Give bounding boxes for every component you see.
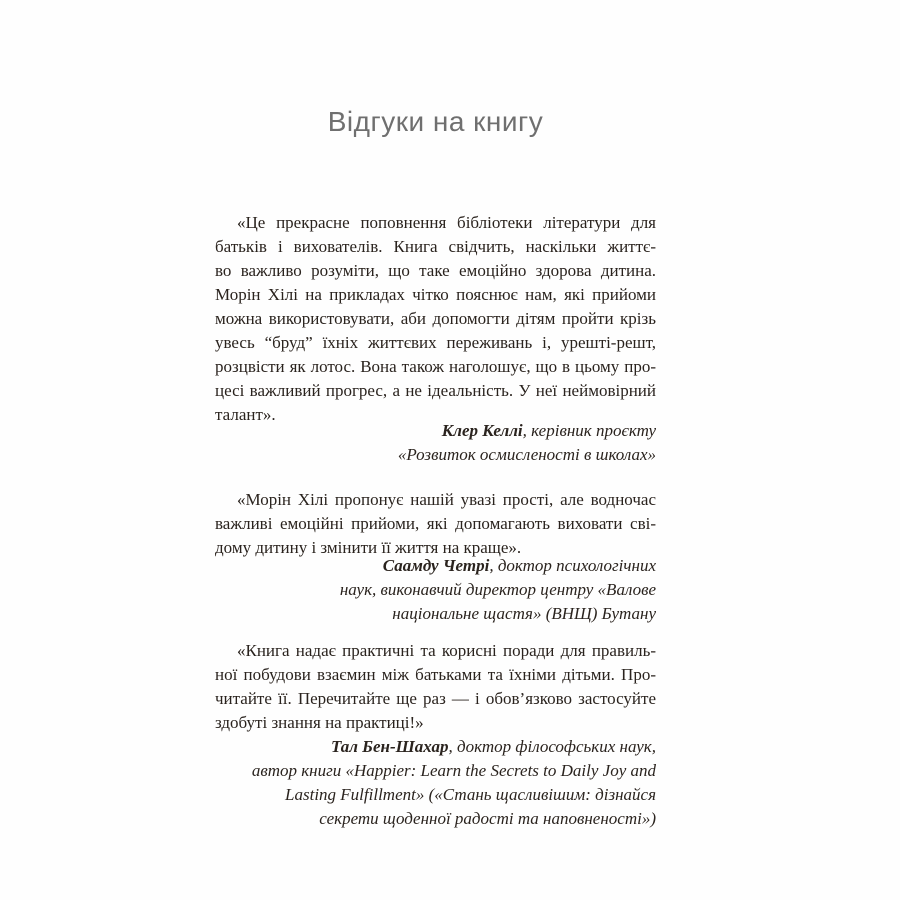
content-column [215,0,656,831]
attribution-role: секрети щоденної радості та наповненості») [319,809,656,828]
attribution-name: Саамду Четрі [382,556,490,575]
review-quote-3 [215,639,656,735]
attribution-role: , керівник проєкту [522,421,656,440]
review-quote-2 [215,488,656,560]
review-attribution-3 [215,735,656,831]
attribution-role: автор книги «Happier: Learn the Secrets to Daily Joy and [251,761,656,780]
attribution-line [215,602,656,626]
quote-line: «Це прекрасне поповнення бібліотеки літератури для [237,213,656,232]
review-attribution-2 [215,554,656,626]
quote-line: дому дитину і змінити її життя на краще». [215,538,522,557]
attribution-line [215,783,656,807]
attribution-line [215,419,656,443]
review-quote-1 [215,211,656,427]
quote-line: здобуті знання на практиці!» [215,713,424,732]
quote-line: увесь “бруд” їхніх життєвих переживань і, урешті-решт, [215,333,656,352]
attribution-role: національне щастя» (ВНЩ) Бутану [392,604,656,623]
page-title: Відгуки на книгу [327,106,544,137]
quote-line: розцвісти як лотос. Вона також наголошує, що в цьому про- [215,357,656,376]
attribution-role: Lasting Fulfillment» («Стань щасливішим: дізнайся [285,785,656,804]
attribution-name: Тал Бен-Шахар [330,737,449,756]
quote-line: важливі емоційні прийоми, які допомагають виховати сві- [215,514,656,533]
quote-line: во важливо розуміти, що таке емоційно здорова дитина. [215,261,656,280]
quote-line: можна використовувати, аби допомогти дітям пройти крізь [215,309,656,328]
quote-line: читайте її. Перечитайте ще раз — і обов’язково застосуйте [215,689,656,708]
review-attribution-1 [215,419,656,467]
attribution-role: «Розвиток осмисленості в школах» [397,445,656,464]
attribution-line [215,807,656,831]
quote-line: «Морін Хілі пропонує нашій увазі прості, але водночас [237,490,656,509]
quote-line: ної побудови взаємин між батьками та їхніми дітьми. Про- [215,665,656,684]
quote-line: талант». [215,405,276,424]
quote-line: батьків і вихователів. Книга свідчить, наскільки життє- [215,237,656,256]
attribution-role: наук, виконавчий директор центру «Валове [339,580,656,599]
quote-line: цесі важливий прогрес, а не ідеальність. У неї неймовірний [215,381,656,400]
attribution-line [215,443,656,467]
attribution-line [215,735,656,759]
quote-line: «Книга надає практичні та корисні поради для правиль- [237,641,656,660]
attribution-line [215,759,656,783]
attribution-role: , доктор психологічних [489,556,656,575]
attribution-line [215,578,656,602]
quote-line: Морін Хілі на прикладах чітко пояснює нам, які прийоми [215,285,656,304]
attribution-name: Клер Келлі [441,421,523,440]
attribution-role: , доктор філософських наук, [448,737,656,756]
